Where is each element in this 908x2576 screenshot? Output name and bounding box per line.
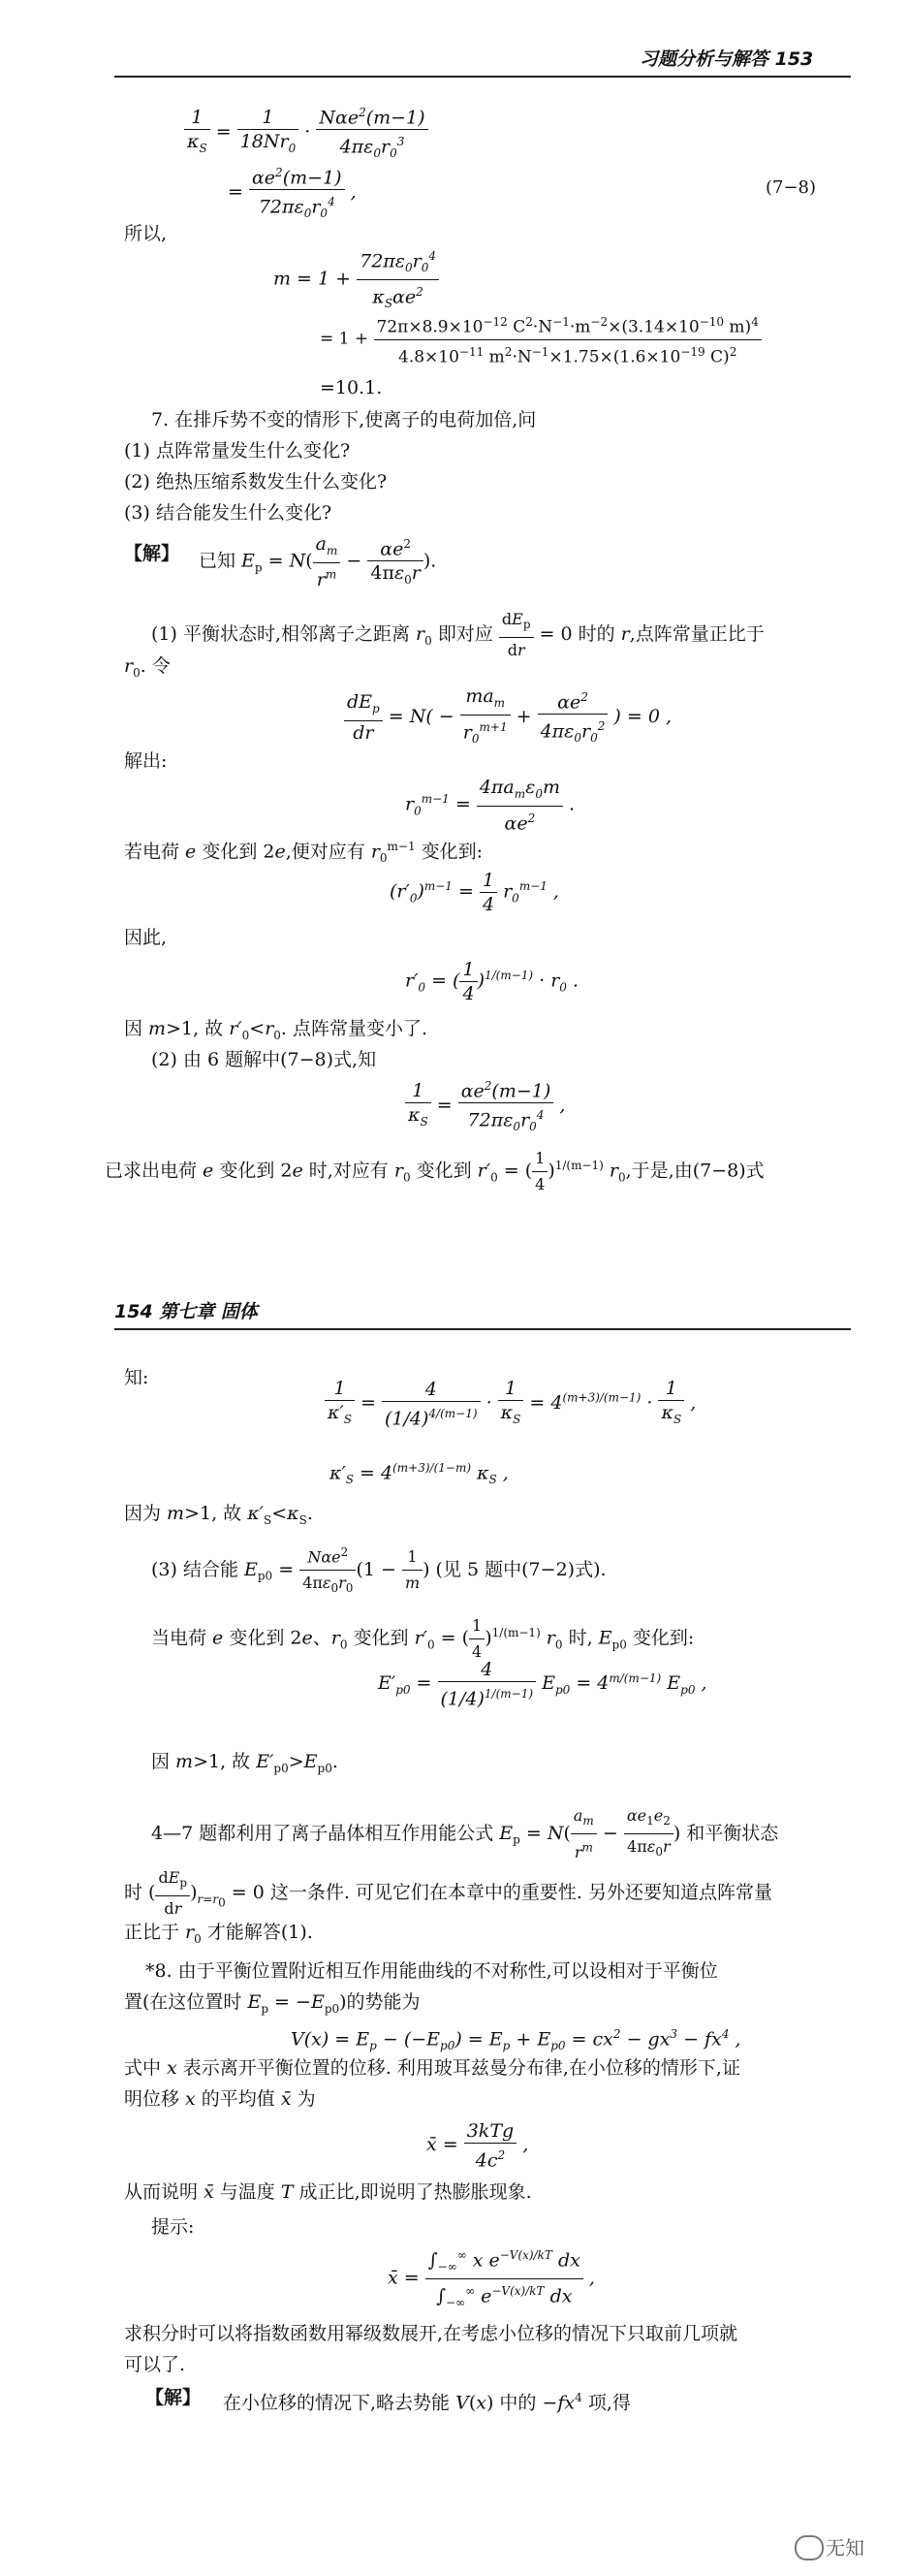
question-8-line7: 可以了. bbox=[124, 2354, 186, 2375]
text-part3: (3) 结合能 $E_{p0}$ = $\frac{N\alpha e^2}{4\pi\varepsilon_0r_0}$ (1 − $\frac{1}{m}$ ) (见 5 题中(7−2)式). bbox=[151, 1540, 607, 1602]
text-conclusion-3: 因 m>1, 故 $E'_{p0}>E_{p0}$. bbox=[151, 1751, 338, 1775]
question-8-line2: 置(在这位置时 $E_p = -E_{p0}$)的势能为 bbox=[124, 1991, 421, 2016]
page-153 bbox=[0, 0, 908, 1251]
equation-ep0prime: $E'_{p0}$ = $\frac{4}{(1/4)^{1/(m-1)}}$ $E_{p0} = 4^{m/(m-1)}$ $E_{p0}$ , bbox=[378, 1659, 707, 1710]
equation-m-line3: =10.1. bbox=[320, 377, 383, 398]
equation-m-line2: = 1 + $\frac{72\pi\times 8.9\times 10^{-12} C^2\cdot N^{-1}\cdot m^{-2}\times(3.14\times 10^{-10} m)^4}{4.8\times 10^{-11} m^2\cdot N^{-1}\times 1.75\times(1.6\times 10^{-19} C)^2}$ bbox=[320, 310, 762, 368]
header-rule bbox=[114, 1328, 851, 1330]
page-header: 154 第七章 固体 bbox=[114, 1301, 258, 1322]
equation-r0prime1: $(r'_0)^{m-1}$ = $\frac{1}{4}$ $r_0^{m-1}$ , bbox=[390, 870, 559, 915]
equation-m-line1: m = 1 + $\frac{72\pi\varepsilon_0r_0^4}{\kappa_S\alpha e^2}$ bbox=[273, 244, 439, 315]
known-energy: 已知 $E_p = N$( $\frac{a_m}{r^m}$ − $\frac{\alpha e^2}{4\pi\varepsilon_0r}$ ). bbox=[199, 533, 437, 591]
summary-line2: 时 ( $\frac{dE_p}{dr}$ )$_{r=r_0} = 0$ 这一条件. 可见它们在本章中的重要性. 另外还要知道点阵常量 bbox=[124, 1865, 772, 1922]
question-8-line4: 明位移 x 的平均值 x̄ 为 bbox=[124, 2088, 316, 2110]
solution-label: 【解】 bbox=[145, 2387, 202, 2408]
question-7-part3: (3) 结合能发生什么变化? bbox=[124, 502, 332, 524]
question-8-line1: *8. 由于平衡位置附近相互作用能曲线的不对称性,可以设相对于平衡位 bbox=[145, 1960, 718, 1982]
solution-text: 在小位移的情况下,略去势能 V(x) 中的 $-fx^4$ 项,得 bbox=[223, 2391, 631, 2414]
solution-label: 【解】 bbox=[124, 543, 180, 564]
text-zhi: 知: bbox=[124, 1367, 149, 1388]
wechat-icon bbox=[795, 2535, 824, 2560]
text-conclusion-1: 因 m>1, 故 $r'_0<r_0$. 点阵常量变小了. bbox=[124, 1018, 428, 1042]
question-7-part2: (2) 绝热压缩系数发生什么变化? bbox=[124, 471, 388, 493]
part1-line2: $r_0$. 令 bbox=[124, 655, 171, 680]
text-charge-r0-change: 已求出电荷 e 变化到 2e 时,对应有 $r_0$ 变化到 $r'_0$ = ( $\frac{1}{4}$ )$^{1/(m-1)}$ $r_0$,于是,由(7−8)式 bbox=[105, 1146, 765, 1197]
question-7-part1: (1) 点阵常量发生什么变化? bbox=[124, 440, 351, 461]
question-7: 7. 在排斥势不变的情形下,使离子的电荷加倍,问 bbox=[151, 409, 537, 430]
equation-ks-repeat: $\frac{1}{\kappa_S}$ = $\frac{\alpha e^2(m-1)}{72\pi\varepsilon_0r_0^4}$ , bbox=[405, 1074, 565, 1138]
equation-xbar: x̄ = $\frac{\text{3kTg}}{4c^2}$ , bbox=[426, 2120, 529, 2172]
text-suoyi: 所以, bbox=[124, 223, 168, 244]
equation-dedr: $\frac{dE_p}{dr}$ = N( − $\frac{ma_m}{r_0^{m+1}}$ + $\frac{\alpha e^2}{4\pi\varepsilon_0r_0^2}$ ) = 0 , bbox=[344, 684, 672, 750]
header-rule bbox=[114, 76, 851, 78]
text-tishi: 提示: bbox=[151, 2216, 195, 2238]
page-154 bbox=[0, 1251, 908, 2576]
equation-ks-line1: $\frac{1}{\kappa_S}$ = $\frac{1}{18Nr_0}$ · $\frac{N\alpha e^2(m-1)}{4\pi\varepsilon_0r_0^3}$ bbox=[184, 101, 428, 165]
text-conclusion-2: 因为 m>1, 故 $\kappa'_S<\kappa_S$. bbox=[124, 1503, 313, 1527]
text-part2: (2) 由 6 题解中(7−8)式,知 bbox=[151, 1049, 377, 1070]
text-yinci: 因此, bbox=[124, 927, 168, 948]
question-8-line6: 求积分时可以将指数函数用幂级数展开,在考虑小位移的情况下只取前几项就 bbox=[124, 2323, 738, 2344]
summary-line1: 4—7 题都利用了离子晶体相互作用能公式 $E_p = N$( $\frac{a_m}{r^m}$ − $\frac{\alpha e_1e_2}{4\pi\varepsilon_0r}$ ) 和平衡状态 bbox=[151, 1803, 778, 1865]
equation-ks-line2: = $\frac{\alpha e^2(m-1)}{72\pi\varepsilon_0r_0^4}$ , bbox=[228, 161, 357, 225]
equation-hint: x̄ = $\frac{\int_{-\infty}^\infty x e^{-V(x)/kT} dx}{\int_{-\infty}^\infty e^{-V(x)/kT} dx}$ , bbox=[388, 2243, 595, 2314]
question-8-line5: 从而说明 x̄ 与温度 T 成正比,即说明了热膨胀现象. bbox=[124, 2181, 532, 2203]
equation-r0: $r_0^{m-1}$ = $\frac{4\pi a_m\varepsilon_0m}{\alpha e^2}$ . bbox=[405, 777, 576, 835]
page-header: 习题分析与解答 153 bbox=[640, 48, 814, 70]
equation-r0prime2: $r'_0$ = ( $\frac{1}{4}$ )$^{1/(m-1)} \cdot r_0$ . bbox=[405, 959, 579, 1004]
watermark-text: 无知 bbox=[826, 2536, 864, 2560]
question-8-line3: 式中 x 表示离开平衡位置的位移. 利用玻耳兹曼分布律,在小位移的情形下,证 bbox=[124, 2057, 740, 2079]
part1-line1: (1) 平衡状态时,相邻离子之距离 $r_0$ 即对应 $\frac{dE_p}{dr}$ = 0 时的 r,点阵常量正比于 bbox=[151, 607, 765, 663]
text-charge-doubled: 若电荷 e 变化到 2e,便对应有 $r_0^{m-1}$ 变化到: bbox=[124, 840, 484, 866]
equation-ksprime1: $\frac{1}{\kappa'_S}$ = $\frac{4}{(1/4)^{4/(m-1)}}$ · $\frac{1}{\kappa_S}$ = $4^{(m+3)/(m-1)}$ · $\frac{1}{\kappa_S}$ , bbox=[325, 1377, 696, 1431]
equation-potential: $V(x) = E_p - (-E_{p0}) = E_p + E_{p0} = cx^2 - gx^3 - fx^4$ , bbox=[291, 2027, 741, 2053]
equation-ksprime2: $\kappa'_S = 4^{(m+3)/(1-m)}$ $\kappa_S$ , bbox=[329, 1461, 509, 1487]
text-jiechu: 解出: bbox=[124, 750, 168, 772]
text-ep0-change: 当电荷 e 变化到 2e、$r_0$ 变化到 $r'_0$ = ( $\frac{1}{4}$ )$^{1/(m-1)}$ $r_0$ 时, $E_{p0}$ 变化到: bbox=[151, 1613, 694, 1665]
equation-tag: (7−8) bbox=[766, 177, 817, 198]
summary-line3: 正比于 $r_0$ 才能解答(1). bbox=[124, 1922, 313, 1946]
